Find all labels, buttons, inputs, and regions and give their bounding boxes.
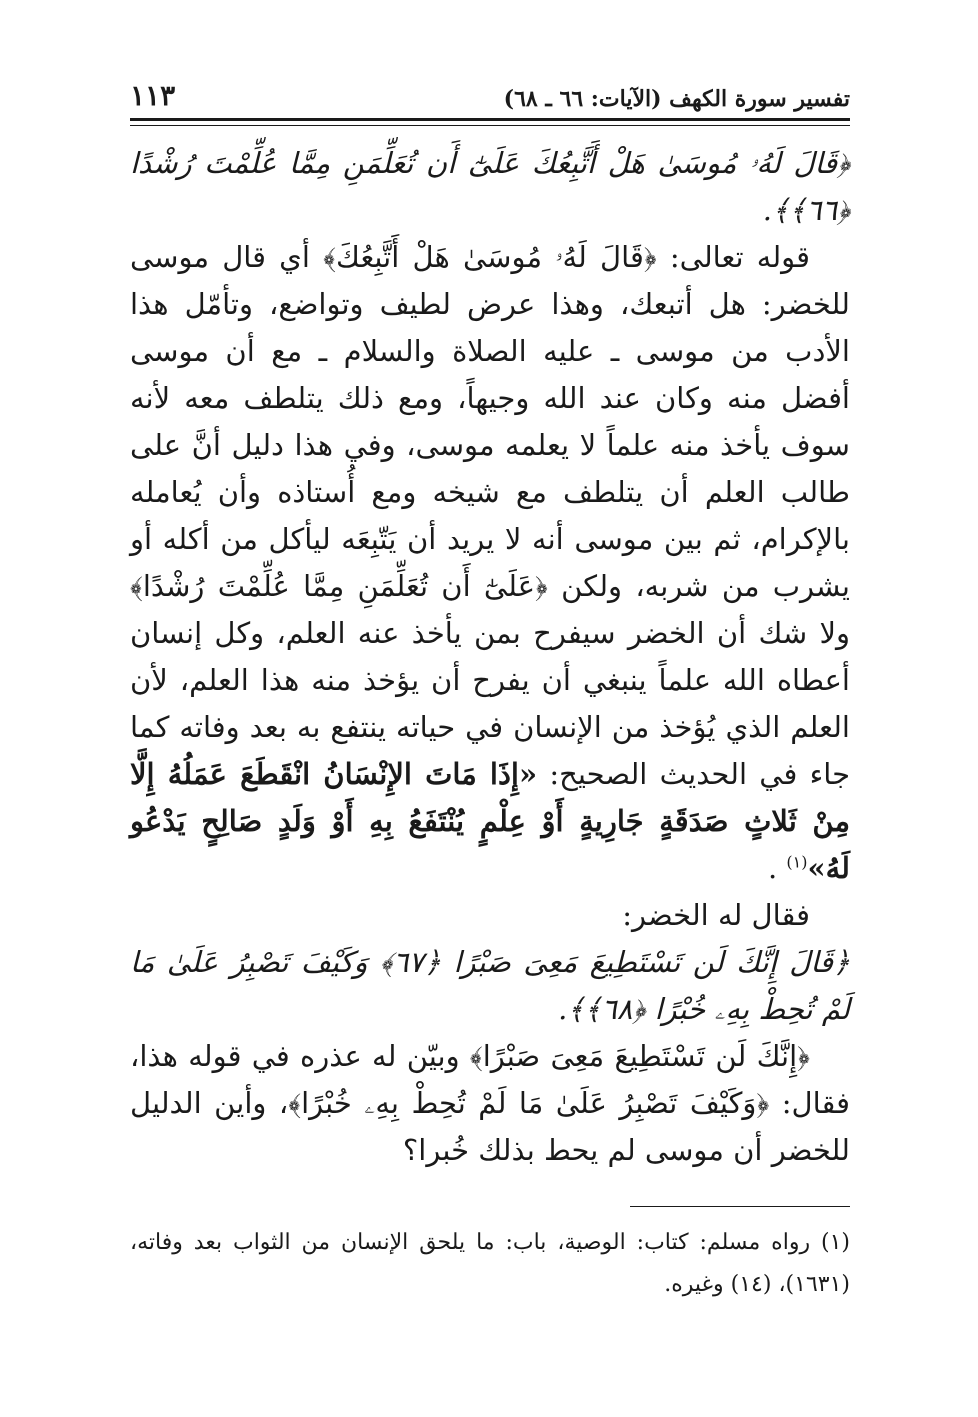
khidr-said: فقال له الخضر: <box>622 898 810 932</box>
header-rule-thin <box>130 125 850 126</box>
footnote: (١) رواه مسلم: كتاب: الوصية، باب: ما يلحق الإنسان من الثواب بعد وفاته، (١٦٣١)، (١٤) وغيره. <box>130 1230 850 1297</box>
footnote-marker: (١) <box>786 852 808 872</box>
verse-67-68: ﴿قَالَ إِنَّكَ لَن تَسْتَطِيعَ مَعِىَ صَبْرًا ﴿٦٧﴾ وَكَيْفَ تَصْبِرُ عَلَىٰ مَا لَمْ تُحِطْ بِهِۦ خُبْرًا ﴿٦٨﴾﴾. <box>130 945 851 1026</box>
verse-66: ﴿قَالَ لَهُۥ مُوسَىٰ هَلْ أَتَّبِعُكَ عَلَىٰٓ أَن تُعَلِّمَنِ مِمَّا عُلِّمْتَ رُشْدًا ﴿٦٦﴾﴾. <box>130 146 850 227</box>
commentary-paragraph-2: ﴿إِنَّكَ لَن تَسْتَطِيعَ مَعِىَ صَبْرًا﴾ وبيّن له عذره في قوله هذا، فقال: ﴿وَكَيْفَ تَصْبِرُ عَلَىٰ مَا لَمْ تُحِطْ بِهِۦ خُبْرًا﴾، وأين الدليل للخضر أن موسى لم يحط بذلك خُبرا؟ <box>130 1039 850 1167</box>
footnote-separator <box>630 1206 850 1207</box>
commentary-paragraph-1 <box>130 234 850 892</box>
commentary-text-1: قوله تعالى: ﴿قَالَ لَهُۥ مُوسَىٰ هَلْ أَتَّبِعُكَ﴾ أي قال موسى للخضر: هل أتبعك، وهذا عرض لطيف وتواضع، وتأمّل هذا الأدب من موسى ـ عليه الصلاة والسلام ـ مع أن موسى أفضل منه وكان عند الله وجيهاً، ومع ذلك يتلطف معه لأنه سوف يأخذ منه علماً لا يعلمه موسى، وفي هذا دليل أنَّ على طالب العلم أن يتلطف مع شيخه ومع أُستاذه وأن يُعامله بالإكرام، ثم بين موسى أنه لا يريد أن يَتّبِعَه ليأكل من أكله أو يشرب من شربه، ولكن ﴿عَلَىٰٓ أَن تُعَلِّمَنِ مِمَّا عُلِّمْتَ رُشْدًا﴾ ولا شك أن الخضر سيفرح بمن يأخذ عنه العلم، وكل إنسان أعطاه الله علماً ينبغي أن يفرح أن يؤخذ منه هذا العلم، لأن العلم الذي يُؤخذ من الإنسان في حياته ينتفع به بعد وفاته كما جاء في الحديث الصحيح: <box>130 240 850 791</box>
running-title: تفسير سورة الكهف (الآيات: ٦٦ ـ ٦٨) <box>503 86 850 112</box>
hadith-end: . <box>767 851 787 885</box>
page-header <box>130 76 850 112</box>
main-text <box>130 140 850 1174</box>
header-rule-thick <box>130 118 850 121</box>
page-number: ١١٣ <box>130 79 176 112</box>
hadith-quote: «إِذَا مَاتَ الإِنْسَانُ انْقَطَعَ عَمَلُهُ إِلَّا مِنْ ثَلاثٍ صَدَقَةٍ جَارِيةٍ أَوْ عِلْمٍ يُنْتَفَعُ بِهِ أَوْ وَلَدٍ صَالِحٍ يَدْعُو لَهُ» <box>130 757 850 885</box>
